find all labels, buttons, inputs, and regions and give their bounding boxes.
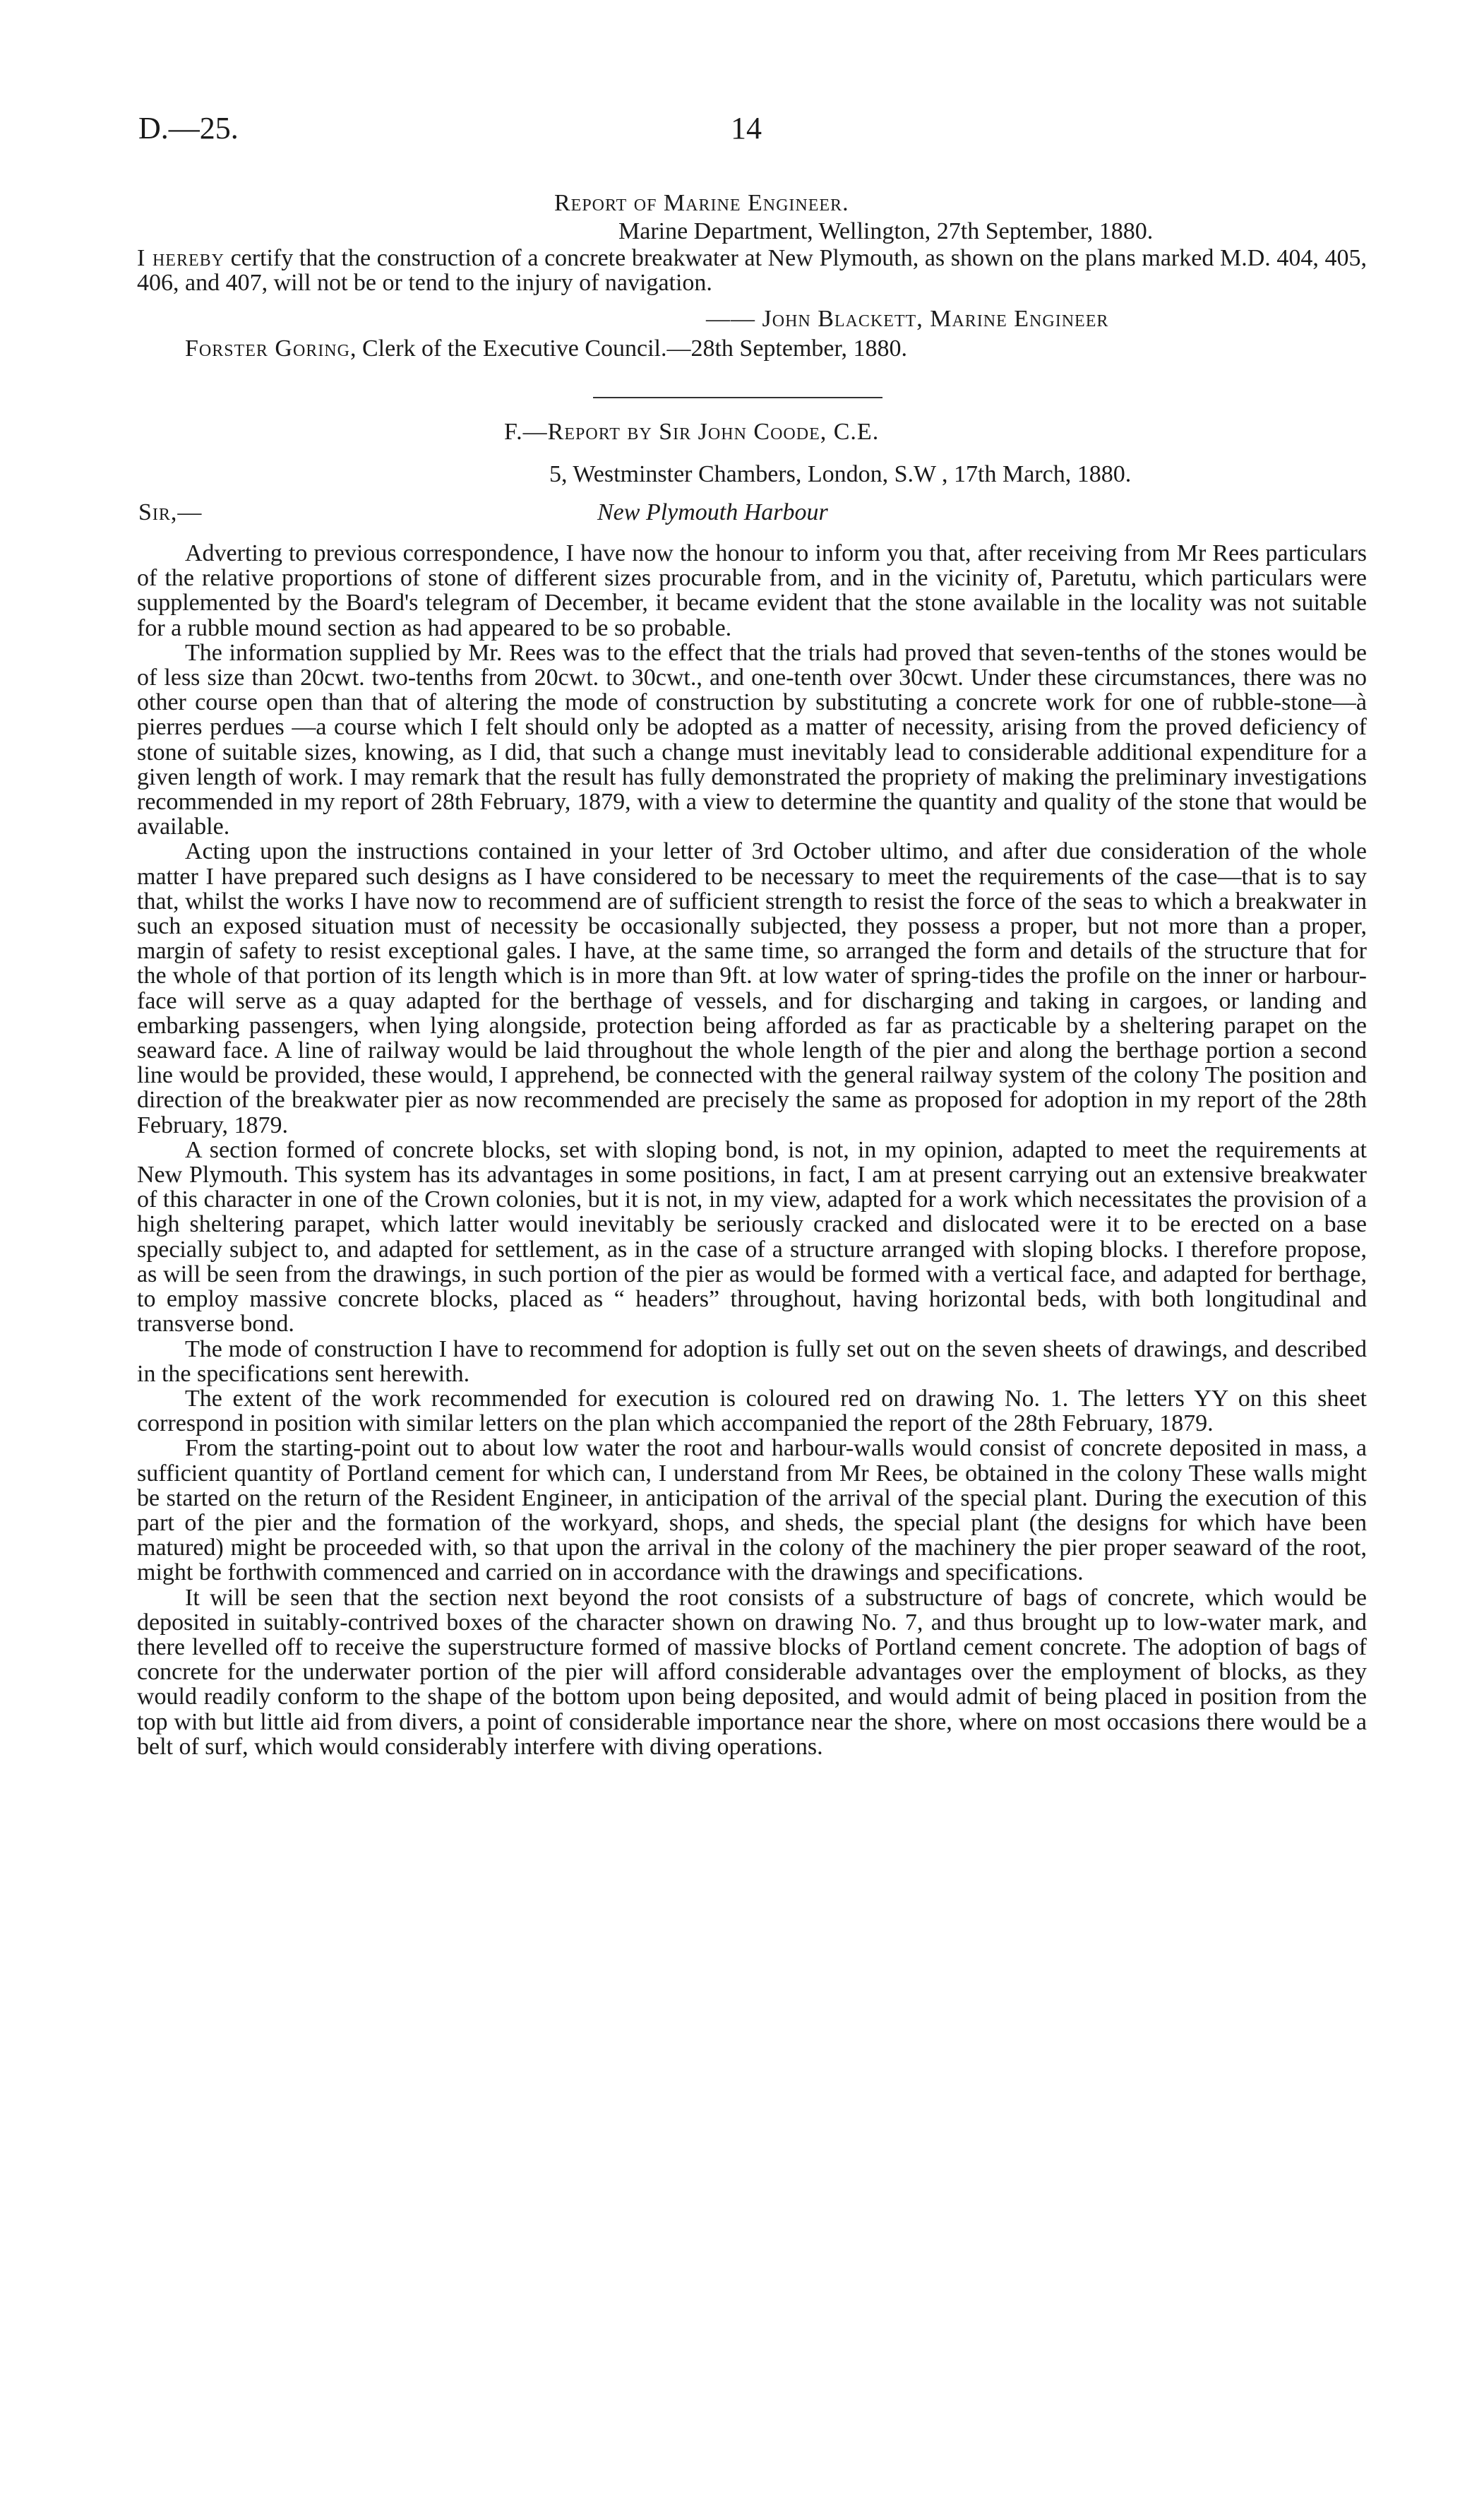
coode-report-address: 5, Westminster Chambers, London, S.W , 17th March, 1880. [549,461,1132,487]
endorsement-rest: , Clerk of the Executive Council.—28th September, 1880. [349,335,907,362]
paragraph-4: A section formed of concrete blocks, set with sloping bond, is not, in my opinion, adapted to meet the requirements at New Plymouth. This system has its advantages in some positions, in fact, I am at present carrying out an extensive breakwater of this character in one of the Crown colonies, but it is not, in my view, adapted for a work which necessitates the provision of a high sheltering parapet, which latter would inevitably be seriously cracked and dislocated were it to be erected on a base specially subject to, and adapted for settlement, as in the case of a structure arranged with sloping blocks. I therefore propose, as will be seen from the drawings, in such portion of the pier as would be formed with a vertical face, and adapted for berthage, to employ massive concrete blocks, placed as “ headers” throughout, having horizontal beds, with both longitudinal and transverse bond. [137,1136,1367,1338]
paragraph-3: Acting upon the instructions contained in your letter of 3rd October ultimo, and after due consideration of the whole matter I have prepared such designs as I have considered to be necessary to meet the requirements of the case—that is to say that, whilst the works I have now to recommend are of sufficient strength to resist the force of the seas to which a breakwater in such an exposed situation must of necessity be occasionally subjected, they possess a proper, but not more than a proper, margin of safety to resist exceptional gales. I have, at the same time, so arranged the form and details of the structure that for the whole of that portion of its length which is in more than 9ft. at low water of spring-tides the profile on the inner or harbour-face will serve as a quay adapted for the berthage of vessels, and for discharging and taking in cargoes, or landing and embarking passengers, when lying alongside, protection being afforded as far as practicable by a sheltering parapet on the seaward face. A line of railway would be laid throughout the whole length of the pier and along the berthage portion a second line would be provided, these would, I apprehend, be connected with the general railway system of the colony The position and direction of the breakwater pier as now recommended are precisely the same as proposed for adoption in my report of the 28th February, 1879. [137,838,1367,1138]
marine-report-dateline: Marine Department, Wellington, 27th September, 1880. [618,218,1154,244]
paragraph-6: The extent of the work recommended for execution is coloured red on drawing No. 1. The letters YY on this sheet correspond in position with similar letters on the plan which accompanied the report of the 28th February, 1879. [137,1385,1367,1437]
coode-report-salutation: Sir,— [138,499,203,525]
certificate-lead: I hereby [137,245,225,271]
certificate-body: certify that the construction of a concrete breakwater at New Plymouth, as shown on the plans marked M.D. 404, 405, 406, and 407, will not be or tend to the injury of navigation. [137,245,1367,297]
coode-report-subject: New Plymouth Harbour [597,499,828,525]
document-reference: D.—25. [138,111,239,145]
marine-report-certificate [137,246,1367,295]
marine-report-heading: Report of Marine Engineer. [554,190,849,216]
paragraph-1: Adverting to previous correspondence, I have now the honour to inform you that, after receiving from Mr Rees particulars of the relative proportions of stone of different sizes procurable from, and in the vicinity of, Paretutu, which particulars were supplemented by the Board's telegram of December, it became evident that the stone available in the locality was not suitable for a rubble mound section as had appeared to be so probable. [137,540,1367,641]
endorsement-name: Forster Goring [185,335,350,362]
paragraph-2: The information supplied by Mr. Rees was to the effect that the trials had proved that seven-tenths of the stones would be of less size than 20cwt. two-tenths from 20cwt. to 30cwt., and one-tenth over 30cwt. Under these circumstances, there was no other course open than that of altering the mode of construction by substituting a concrete work for one of rubble-stone—à pierres perdues —a course which I felt should only be adopted as a matter of necessity, arising from the proved deficiency of stone of suitable sizes, knowing, as I did, that such a change must inevitably lead to considerable additional expenditure for a given length of work. I may remark that the result has fully demonstrated the propriety of making the preliminary investigations recommended in my report of 28th February, 1879, with a view to determine the quantity and quality of the stone that would be available. [137,639,1367,840]
paragraph-8: It will be seen that the section next beyond the root consists of a substructure of bags of concrete, which would be deposited in suitably-contrived boxes of the character shown on drawing No. 7, and thus brought up to low-water mark, and there levelled off to receive the superstructure formed of massive blocks of Portland cement concrete. The adoption of bags of concrete for the underwater portion of the pier will afford considerable advantages over the employment of blocks, as they would readily conform to the shape of the bottom upon being deposited, and would admit of being placed in position from the top with but little aid from divers, a point of considerable importance near the shore, where on most occasions there would be a belt of surf, which would considerably interfere with diving operations. [137,1584,1367,1760]
page-number: 14 [731,111,762,145]
section-divider [593,397,882,398]
signature-text: —— John Blackett, Marine Engineer [706,306,1109,332]
coode-report-heading: F.—Report by Sir John Coode, C.E. [504,419,880,445]
executive-council-endorsement [185,335,907,363]
marine-engineer-signature [706,305,1108,333]
paragraph-7: From the starting-point out to about low water the root and harbour-walls would consist of concrete deposited in mass, a sufficient quantity of Portland cement for which can, I understand from Mr Rees, be obtained in the colony These walls might be started on the return of the Resident Engineer, in anticipation of the arrival of the special plant. During the execution of this part of the pier and the formation of the workyard, shops, and sheds, the special plant (the designs for which have been matured) might be proceeded with, so that upon the arrival in the colony of the machinery the pier proper seaward of the root, might be forthwith commenced and carried on in accordance with the drawings and specifications. [137,1435,1367,1586]
coode-report-body [137,541,1367,1759]
paragraph-5: The mode of construction I have to recommend for adoption is fully set out on the seven sheets of drawings, and described in the specifications sent herewith. [137,1335,1367,1387]
